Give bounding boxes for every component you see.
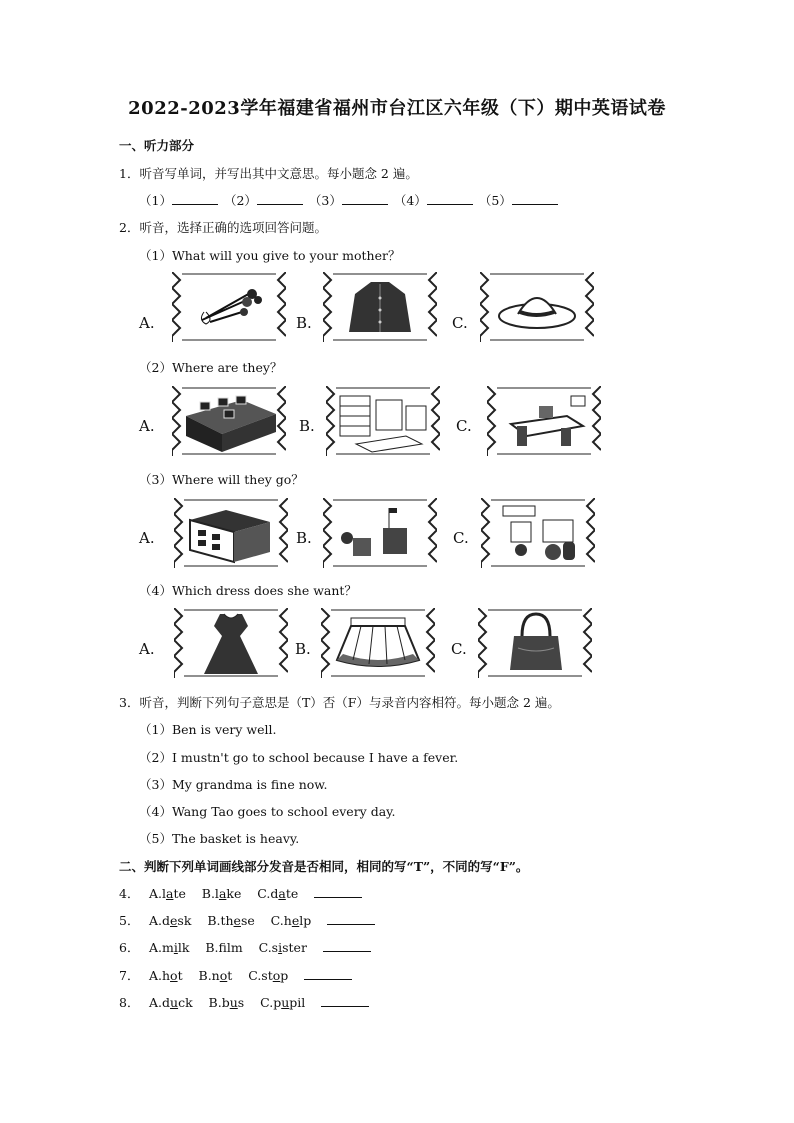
question-number: 7．: [119, 968, 140, 983]
question-3-text: 3．听音，判断下列句子意思是（T）否（F）与录音内容相符。每小题念 2 遍。: [119, 695, 560, 710]
word-part: sk: [177, 913, 192, 928]
underlined-letter: a: [218, 886, 227, 901]
underlined-letter: u: [229, 995, 238, 1010]
option-a-label: A.: [139, 314, 155, 332]
question-2-3: （3）Where will they go？: [139, 472, 304, 487]
statement-4: （4）Wang Tao goes to school every day.: [139, 804, 396, 819]
option-b-label: B.: [295, 640, 311, 658]
handbag-icon[interactable]: [478, 608, 592, 678]
question-2-text: 2．听音，选择正确的选项回答问题。: [119, 220, 327, 235]
underlined-letter: i: [173, 940, 178, 955]
underlined-letter: e: [170, 913, 178, 928]
word-part: se: [240, 913, 255, 928]
question-number: 8．: [119, 995, 140, 1010]
word-part: A.l: [148, 886, 166, 901]
page-title: 2022-2023学年福建省福州市台江区六年级（下）期中英语试卷: [128, 98, 666, 119]
underlined-letter: a: [165, 886, 174, 901]
blank-label: （5）: [478, 193, 512, 208]
blank-label: （3）: [308, 193, 342, 208]
question-number: 6．: [119, 940, 140, 955]
dress-icon[interactable]: [174, 608, 288, 678]
question-number: 4．: [119, 886, 140, 901]
word-part: C.h: [270, 913, 292, 928]
word-part: A.d: [148, 913, 170, 928]
word-part: A.h: [148, 968, 171, 983]
phonics-row: [119, 938, 377, 956]
word-part: s: [237, 995, 245, 1010]
option-a-label: A.: [139, 640, 155, 658]
school-building-icon[interactable]: [174, 498, 288, 568]
option-c-label: C.: [456, 417, 472, 435]
answer-blank[interactable]: [427, 193, 473, 205]
underlined-letter: e: [233, 913, 241, 928]
word-part: ke: [226, 886, 242, 901]
word-part: te: [173, 886, 186, 901]
section-listening-heading: 一、听力部分: [119, 138, 195, 153]
word-part: C.d: [257, 886, 279, 901]
underlined-letter: u: [170, 995, 179, 1010]
option-c-label: C.: [453, 529, 469, 547]
underlined-letter: e: [291, 913, 300, 928]
word-part: A.m: [148, 940, 174, 955]
option-a-label: A.: [139, 529, 155, 547]
blank-label: （1）: [139, 193, 172, 208]
statement-2: （2）I mustn't go to school because I have a fever.: [139, 750, 459, 765]
question-1-text: 1．听音写单词，并写出其中文意思。每小题念 2 遍。: [119, 166, 418, 181]
statement-1: （1）Ben is very well.: [139, 722, 277, 737]
answer-blank[interactable]: [257, 193, 303, 205]
underlined-letter: a: [278, 886, 286, 901]
phonics-row: [119, 911, 381, 929]
answer-blank[interactable]: [327, 913, 375, 925]
word-part: te: [285, 886, 299, 901]
word-part: lk: [177, 940, 190, 955]
answer-blank[interactable]: [321, 995, 369, 1007]
word-part: ster: [282, 940, 307, 955]
skirt-icon[interactable]: [321, 608, 435, 678]
blank-label: （4）: [393, 193, 427, 208]
option-c-label: C.: [451, 640, 467, 658]
word-part: B.b: [208, 995, 230, 1010]
option-c-label: C.: [452, 314, 468, 332]
underlined-letter: u: [281, 995, 290, 1010]
statement-3: （3）My grandma is fine now.: [139, 777, 328, 792]
park-icon[interactable]: [323, 498, 437, 568]
option-b-label: B.: [299, 417, 315, 435]
option-b-label: B.: [296, 529, 312, 547]
underlined-letter: o: [219, 968, 228, 983]
word-part: lp: [299, 913, 312, 928]
answer-blank[interactable]: [342, 193, 388, 205]
word-part: B.th: [207, 913, 234, 928]
underlined-letter: i: [278, 940, 283, 955]
coat-icon[interactable]: [323, 272, 437, 342]
phonics-row: [119, 993, 375, 1011]
library-icon[interactable]: [326, 386, 440, 456]
answer-blank[interactable]: [172, 193, 218, 205]
word-part: B.n: [198, 968, 220, 983]
word-part: C.p: [260, 995, 282, 1010]
word-part: ck: [178, 995, 193, 1010]
section-phonics-heading: 二、判断下列单词画线部分发音是否相同，相同的写“T”，不同的写“F”。: [119, 859, 529, 874]
dining-room-icon[interactable]: [487, 386, 601, 456]
answer-blank[interactable]: [512, 193, 558, 205]
flowers-icon[interactable]: [172, 272, 286, 342]
hospital-icon[interactable]: [481, 498, 595, 568]
word-part: t: [227, 968, 233, 983]
question-number: 5．: [119, 913, 140, 928]
option-b-label: B.: [296, 314, 312, 332]
word-part: p: [280, 968, 289, 983]
hat-icon[interactable]: [480, 272, 594, 342]
word-part: C.st: [248, 968, 273, 983]
question-2-4: （4）Which dress does she want？: [139, 583, 357, 598]
word-part: B.f: [205, 940, 227, 955]
computer-room-icon[interactable]: [172, 386, 286, 456]
underlined-letter: o: [170, 968, 178, 983]
word-part: pil: [289, 995, 306, 1010]
question-2-1: （1）What will you give to your mother？: [139, 248, 401, 263]
phonics-row: [119, 884, 368, 902]
underlined-letter: o: [272, 968, 281, 983]
option-a-label: A.: [139, 417, 155, 435]
word-part: lm: [226, 940, 243, 955]
word-part: B.l: [201, 886, 219, 901]
question-1-blanks: [139, 191, 564, 209]
answer-blank[interactable]: [304, 968, 352, 980]
word-part: A.d: [148, 995, 170, 1010]
blank-label: （2）: [223, 193, 257, 208]
word-part: t: [177, 968, 183, 983]
statement-5: （5）The basket is heavy.: [139, 831, 300, 846]
word-part: C.s: [258, 940, 279, 955]
phonics-row: [119, 966, 358, 984]
answer-blank[interactable]: [323, 940, 371, 952]
answer-blank[interactable]: [314, 886, 362, 898]
question-2-2: （2）Where are they？: [139, 360, 283, 375]
